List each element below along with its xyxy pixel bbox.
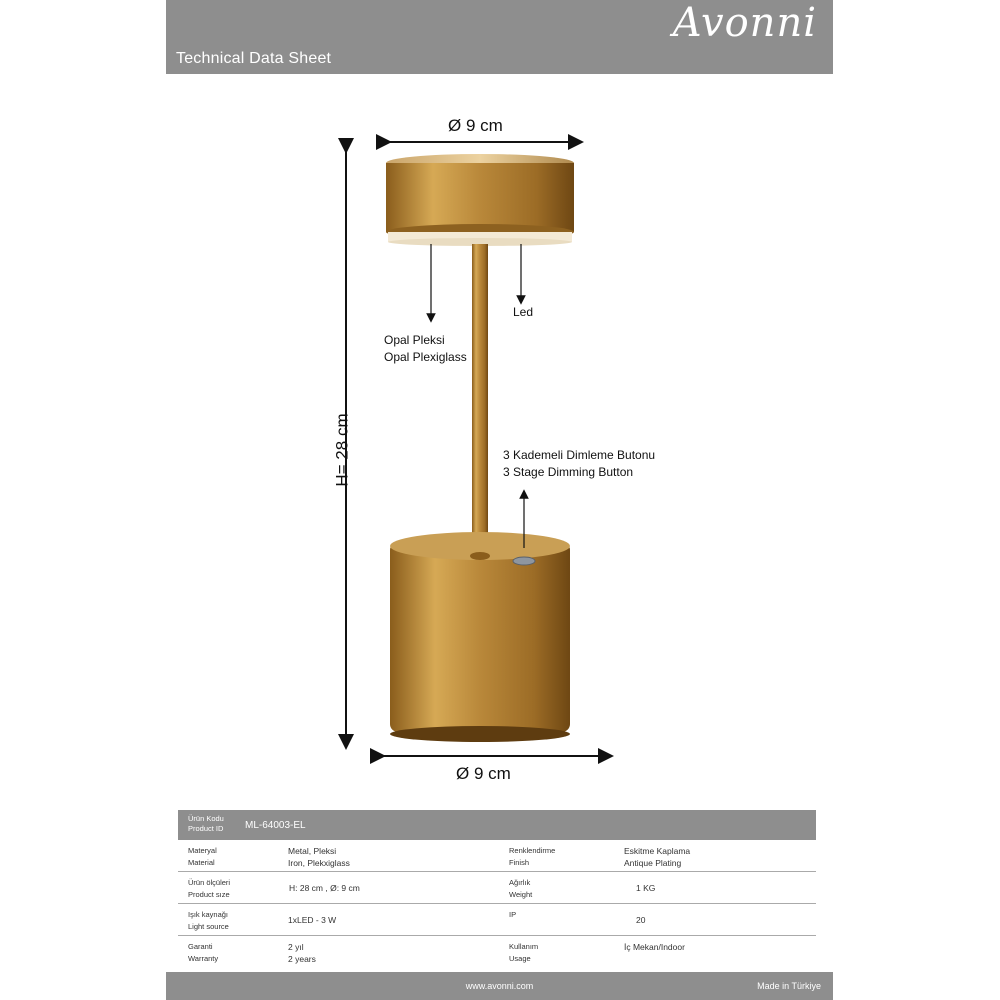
- spec-header-row: [178, 810, 816, 840]
- product-id-value: ML-64003-EL: [245, 820, 306, 831]
- website-link[interactable]: www.avonni.com: [465, 981, 534, 991]
- lamp-base: [390, 542, 570, 732]
- made-in-label: Made in Türkiye: [757, 981, 821, 991]
- dimming-label: 3 Kademeli Dimleme Butonu 3 Stage Dimming Button: [503, 448, 656, 479]
- dimming-button: [513, 557, 535, 565]
- page-title: Technical Data Sheet: [176, 50, 332, 67]
- table-row: Garanti Warranty 2 yıl 2 years Kullanım Usage İç Mekan/Indoor: [188, 942, 685, 964]
- bottom-diameter-label: Ø 9 cm: [456, 764, 511, 783]
- opal-label: Opal Pleksi Opal Plexiglass: [384, 333, 467, 364]
- brand-logo: Avonni: [672, 0, 817, 46]
- footer-bar: [166, 972, 833, 1000]
- top-diameter-label: Ø 9 cm: [448, 116, 503, 135]
- height-label: H= 28 cm: [332, 413, 352, 487]
- lamp-head: [386, 163, 574, 232]
- table-row: Ürün ölçüleri Product sıze H: 28 cm , Ø: 9 cm Ağırlık Weight 1 KG: [178, 872, 816, 904]
- product-id-key: Ürün Kodu Product ID: [188, 814, 224, 833]
- led-label: Led: [513, 305, 534, 319]
- table-row: Işık kaynağı Light source 1xLED - 3 W IP 20: [178, 904, 816, 936]
- table-row: Materyal Material Metal, Pleksi Iron, Plekxiglass Renklendirme Finish Eskitme Kaplama Antique Plating: [178, 840, 816, 872]
- spec-table: [178, 810, 816, 967]
- lamp-stem: [472, 244, 488, 556]
